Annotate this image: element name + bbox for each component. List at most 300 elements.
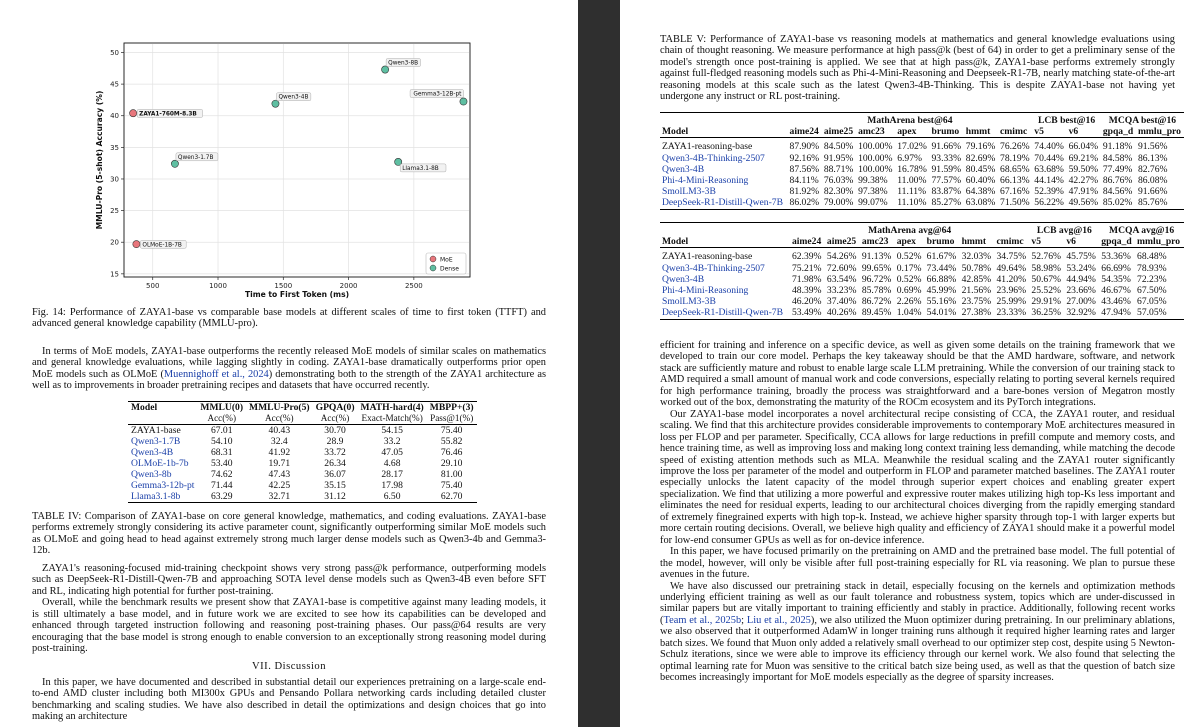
t5-cell: 56.22% xyxy=(1034,197,1064,209)
future-work-paragraph: In this paper, we have focused primarily on the pretraining on AMD and the pretrained base model. The full potential of the model, however, will only be visible after full post-training especially for RL via reasoning. We plan to pursue these avenues in the future. xyxy=(660,546,1175,581)
t4-col-mmlu-pro: MMLU-Pro(5) xyxy=(249,402,310,413)
t5-cell: 91.18% xyxy=(1102,141,1133,153)
table-iv-caption: TABLE IV: Comparison of ZAYA1-base on core general knowledge, mathematics, and coding evaluations. ZAYA1-base performs extremely strongly considering its active parameter count, significantly outperforming similar MoE models such as OLMoE and going head to head against extremely strong much larger dense models such as Qwen3-4b and Gemma3-12b. xyxy=(32,511,546,557)
point-label: Qwen3-1.7B xyxy=(177,154,214,161)
x-tick-label: 1000 xyxy=(209,282,227,290)
t5-model-name[interactable]: Phi-4-Mini-Reasoning xyxy=(662,285,749,297)
t5-cell: 78.93% xyxy=(1137,262,1167,274)
t4-row xyxy=(128,458,477,469)
t5-cell: 0.52% xyxy=(896,273,922,285)
legend-marker xyxy=(430,265,436,271)
table-v-avg xyxy=(660,222,1184,320)
t5-cell: 42.85% xyxy=(961,273,992,285)
t5-col-header: v6 xyxy=(1067,126,1101,138)
t5-col-header: aime24 xyxy=(788,126,822,138)
y-tick-label: 15 xyxy=(110,270,119,279)
t5-col-header: v5 xyxy=(1032,126,1066,138)
y-tick-label: 40 xyxy=(110,112,119,121)
t5-cell: 53.49% xyxy=(791,307,822,319)
t4-col-math-hard: MATH-hard(4) xyxy=(360,402,424,413)
t5-cell: 85.76% xyxy=(1137,197,1168,209)
t5-col-header: apex xyxy=(895,236,925,248)
t4-cell: 32.71 xyxy=(268,491,291,502)
t5-cell: 21.56% xyxy=(961,285,992,297)
t5-cell: 79.16% xyxy=(965,141,996,153)
point-dense xyxy=(272,100,279,107)
t4-row xyxy=(128,447,477,458)
t5-cell: 84.58% xyxy=(1102,152,1133,164)
t5-cell: 32.92% xyxy=(1066,307,1096,319)
t5-col-header: amc23 xyxy=(860,236,895,248)
t4-subheader: Acc(%) xyxy=(207,413,237,423)
t5-cell: 86.72% xyxy=(861,296,892,308)
t5-cell: 71.98% xyxy=(791,273,822,285)
t5-cell: 78.19% xyxy=(1000,152,1030,164)
t5-cell: 68.65% xyxy=(1000,163,1030,175)
t5-cell: 43.46% xyxy=(1101,296,1131,308)
t5-cell: 11.00% xyxy=(897,175,927,187)
t5-cell: 91.66% xyxy=(931,141,962,153)
t5-cell: 23.75% xyxy=(961,296,992,308)
y-tick-label: 50 xyxy=(110,48,119,57)
point-label: Qwen3-8B xyxy=(388,60,419,67)
t5-cell: 62.39% xyxy=(791,251,822,263)
t4-cell: 36.07 xyxy=(324,469,346,480)
t5-cell: 53.36% xyxy=(1101,251,1131,263)
t5-group-mcqa-best: MCQA best@16 xyxy=(1108,115,1177,126)
t5-cell: 73.44% xyxy=(926,262,957,274)
t5-cell: 23.33% xyxy=(996,307,1027,319)
t5-cell: 82.76% xyxy=(1137,163,1168,175)
t5-cell: 17.02% xyxy=(897,141,927,153)
t5-cell: 100.00% xyxy=(858,163,893,175)
t4-subheader: Acc(%) xyxy=(320,413,350,423)
point-label: ZAYA1-760M-8.3B xyxy=(139,111,197,118)
t5-cell: 71.50% xyxy=(1000,197,1030,209)
t5-cell: 85.02% xyxy=(1102,197,1133,209)
t5-col-header: mmlu_pro xyxy=(1136,126,1184,138)
t4-col-model: Model xyxy=(131,402,158,413)
t5-model-name[interactable]: Qwen3-4B-Thinking-2507 xyxy=(662,262,765,274)
t5-cell: 84.11% xyxy=(789,175,819,187)
t5-cell: 63.68% xyxy=(1034,163,1064,175)
t5-group-matharena-avg: MathArena avg@64 xyxy=(868,225,952,236)
t4-cell: 81.00 xyxy=(440,469,463,480)
page-gap xyxy=(578,0,620,727)
t5-col-header: amc23 xyxy=(856,126,895,138)
t5-cell: 11.10% xyxy=(897,197,927,209)
t4-model-name[interactable]: OLMoE-1b-7b xyxy=(131,458,189,469)
t5-cell: 50.67% xyxy=(1031,273,1061,285)
t5-cell: 57.05% xyxy=(1137,307,1167,319)
t5-cell: 63.08% xyxy=(965,197,996,209)
t5-cell: 44.14% xyxy=(1034,175,1064,187)
legend-marker xyxy=(430,256,436,262)
t4-model-name: ZAYA1-base xyxy=(131,425,181,436)
t5-cell: 86.76% xyxy=(1102,175,1133,187)
t5-cell: 48.39% xyxy=(791,285,822,297)
t5-row xyxy=(660,197,1184,209)
t4-cell: 28.17 xyxy=(381,469,403,480)
t4-cell: 55.82 xyxy=(440,436,463,447)
t5-model-name[interactable]: DeepSeek-R1-Distill-Qwen-7B xyxy=(662,307,783,319)
table-v-best xyxy=(660,112,1184,210)
t5-cell: 97.38% xyxy=(858,186,888,198)
t5-cell: 54.26% xyxy=(826,251,857,263)
t4-cell: 4.68 xyxy=(383,458,401,469)
t5-cell: 23.66% xyxy=(1066,285,1096,297)
t4-row xyxy=(128,469,477,480)
t4-row xyxy=(128,491,477,503)
t5-cell: 37.40% xyxy=(826,296,857,308)
t5-cell: 67.16% xyxy=(1000,186,1030,198)
t5-cell: 91.95% xyxy=(823,152,854,164)
t5-col-header: brumo xyxy=(930,126,964,138)
t4-subheader: Acc(%) xyxy=(265,413,294,423)
discussion-paragraph: In this paper, we have documented and described in substantial detail our experiences pretraining on a large-scale end-to-end AMD cluster including both MI300x GPUs and Pensando Pollara networking cards including detailed cluster benchmarking and scaling studies. We have also described in detail the optimizations and design choices that go into making an architecture xyxy=(32,676,546,722)
t5-cell: 54.35% xyxy=(1101,273,1131,285)
point-dense xyxy=(382,66,389,73)
t4-cell: 19.71 xyxy=(268,458,291,469)
t5-cell: 74.40% xyxy=(1034,141,1064,153)
t5-row xyxy=(660,186,1184,197)
t5-col-header: apex xyxy=(895,126,929,138)
t5-model-name: ZAYA1-reasoning-base xyxy=(662,141,753,153)
t4-col-mmlu: MMLU(0) xyxy=(200,402,244,413)
t5-row xyxy=(660,296,1184,307)
t5-cell: 27.38% xyxy=(961,307,992,319)
t5-cell: 87.56% xyxy=(789,163,820,175)
t5-cell: 61.67% xyxy=(926,251,957,263)
t5-cell: 2.26% xyxy=(896,296,922,308)
t4-cell: 47.05 xyxy=(381,447,403,458)
t5-cell: 16.78% xyxy=(897,163,927,175)
t5-col-header: cmimc xyxy=(998,126,1032,138)
t5-cell: 82.30% xyxy=(823,186,854,198)
point-moe xyxy=(130,110,137,117)
table-iv xyxy=(128,401,477,503)
t5-row xyxy=(660,285,1184,296)
t5-cell: 52.76% xyxy=(1031,251,1061,263)
t5-cell: 44.94% xyxy=(1066,273,1096,285)
t4-cell: 62.70 xyxy=(440,491,463,502)
t5-cell: 86.13% xyxy=(1137,152,1168,164)
citation-liu-2025[interactable]: Liu et al., 2025 xyxy=(746,614,811,626)
t4-model-name[interactable]: Gemma3-12b-pt xyxy=(131,480,195,491)
t5-cell: 45.99% xyxy=(926,285,957,297)
t5-cell: 63.54% xyxy=(826,273,857,285)
t5-cell: 45.75% xyxy=(1066,251,1096,263)
t5-col-header: Model xyxy=(660,126,788,138)
t5-row xyxy=(660,153,1184,164)
t5-cell: 75.21% xyxy=(791,262,822,274)
t5-cell: 59.50% xyxy=(1068,163,1099,175)
t5-model-name[interactable]: DeepSeek-R1-Distill-Qwen-7B xyxy=(662,197,783,209)
t4-cell: 71.44 xyxy=(210,480,233,491)
t5-cell: 0.17% xyxy=(896,262,922,274)
t5-col-header: hmmt xyxy=(960,236,995,248)
t5-row xyxy=(660,274,1184,285)
t4-cell: 28.9 xyxy=(326,436,344,447)
ttft-vs-mmlu-pro-scatter-chart xyxy=(92,40,492,302)
t4-cell: 67.01 xyxy=(210,425,233,436)
t5-cell: 99.65% xyxy=(861,262,892,274)
t4-row xyxy=(128,425,477,437)
t4-cell: 29.10 xyxy=(440,458,463,469)
citation-team-2025b[interactable]: Team et al., 2025b xyxy=(663,614,742,626)
t5-cell: 92.16% xyxy=(789,152,820,164)
legend-label: MoE xyxy=(440,256,453,264)
t4-cell: 47.43 xyxy=(268,469,291,480)
t5-model-name[interactable]: Qwen3-4B xyxy=(662,273,705,285)
t5-cell: 11.11% xyxy=(897,186,927,198)
t5-col-header: brumo xyxy=(925,236,960,248)
point-dense xyxy=(171,160,178,167)
t5-cell: 76.26% xyxy=(1000,141,1030,153)
t4-cell: 63.29 xyxy=(210,491,233,502)
t5-cell: 66.88% xyxy=(926,273,957,285)
t4-cell: 74.62 xyxy=(210,469,233,480)
t4-row xyxy=(128,480,477,491)
t5-cell: 91.13% xyxy=(861,251,892,263)
t5-cell: 86.02% xyxy=(789,197,820,209)
t5-model-name[interactable]: SmolLM3-3B xyxy=(662,186,716,198)
t5-cell: 42.27% xyxy=(1068,175,1099,187)
t5-cell: 100.00% xyxy=(858,152,893,164)
t5-row xyxy=(660,138,1184,153)
t5-group-lcb-avg: LCB avg@16 xyxy=(1036,225,1092,236)
t5-col-header: Model xyxy=(660,236,790,248)
t5-cell: 27.00% xyxy=(1066,296,1096,308)
t5-cell: 72.60% xyxy=(826,262,857,274)
t5-cell: 89.45% xyxy=(861,307,892,319)
t5-model-name[interactable]: Phi-4-Mini-Reasoning xyxy=(662,175,749,187)
t5-cell: 99.38% xyxy=(858,175,888,187)
citation-muennighoff[interactable]: Muennighoff et al., 2024 xyxy=(163,368,269,380)
t5-cell: 85.27% xyxy=(931,197,962,209)
t5-model-name[interactable]: SmolLM3-3B xyxy=(662,296,716,308)
t5-cell: 77.49% xyxy=(1102,163,1133,175)
t5-cell: 1.04% xyxy=(896,307,922,319)
t5-cell: 29.91% xyxy=(1031,296,1061,308)
t4-cell: 42.25 xyxy=(268,480,291,491)
t5-cell: 52.39% xyxy=(1034,186,1064,198)
moe-comparison-paragraph: In terms of MoE models, ZAYA1-base outperforms the recently released MoE models of similar scales on mathematics and general knowledge evaluations, while lagging slightly in coding. ZAYA1-base dramatically outperforms prior open MoE models such as OLMoE (Muennighoff et al., 2024) demonstrating both to the strength of the ZAYA1 architecture as well as to improvements in broader pretraining recipes and datasets that have occurred recently. xyxy=(32,346,546,392)
section-vii-heading: VII. Discussion xyxy=(251,660,326,672)
table-v-caption: TABLE V: Performance of ZAYA1-base vs reasoning models at mathematics and general knowledge evaluations using chain of thought reasoning. We measure performance at high pass@k (best of 64) in order to get a preliminary sense of the model's strength once post-training is applied. We see that at high pass@k, ZAYA1-base performs extremely strongly against full-fledged reasoning models such as Phi-4-Mini-Reasoning and Deepseek-R1-7B, nearly matching state-of-the-art reasoning models at this scale such as the latest Qwen3-4B-Thinking. This is despite ZAYA1-base not having yet undergone any instruct or RL post-training. xyxy=(660,34,1175,103)
t5-cell: 0.69% xyxy=(896,285,922,297)
t4-subheader: Exact-Match(%) xyxy=(361,413,423,423)
t5-model-name[interactable]: Qwen3-4B-Thinking-2507 xyxy=(662,152,765,164)
t5-col-header: aime25 xyxy=(825,236,860,248)
t5-cell: 77.57% xyxy=(931,175,962,187)
y-tick-label: 20 xyxy=(110,238,119,247)
t5-cell: 58.98% xyxy=(1031,262,1061,274)
t4-cell: 41.92 xyxy=(268,447,291,458)
right-page xyxy=(620,0,1200,727)
t5-col-header: aime24 xyxy=(790,236,825,248)
t4-cell: 54.15 xyxy=(381,425,403,436)
point-moe xyxy=(133,241,140,248)
t5-cell: 46.67% xyxy=(1101,285,1131,297)
t5-cell: 84.50% xyxy=(823,141,854,153)
y-axis-label: MMLU-Pro (5-shot) Accuracy (%) xyxy=(95,90,104,230)
t5-cell: 91.59% xyxy=(931,163,962,175)
t5-cell: 0.52% xyxy=(896,251,922,263)
t4-cell: 31.12 xyxy=(324,491,346,502)
t5-cell: 68.48% xyxy=(1137,251,1167,263)
t4-model-name[interactable]: Llama3.1-8b xyxy=(131,491,181,502)
t5-cell: 55.16% xyxy=(926,296,957,308)
t5-col-header: gpqa_d xyxy=(1099,236,1135,248)
t4-model-name[interactable]: Qwen3-1.7B xyxy=(131,436,181,447)
amd-maturity-paragraph: efficient for training and inference on a specific device, as well as given some details on the training framework that we developed to train our core model. Perhaps the key takeaway should be that the AMD hardware, software, and network stack are sufficiently mature and robust to enable large scale LLM pretraining. While the conversion of our training stack to AMD required a small amount of manual work and code conversions, especially relating to porting several kernels required for high performance training, broadly the process was straightforward and a bare-bones version of Megatron mostly worked out of the box, demonstrating the maturity of the ROCm ecosystem and its PyTorch integrations. xyxy=(660,340,1175,409)
t5-row xyxy=(660,248,1184,263)
t5-group-mcqa-avg: MCQA avg@16 xyxy=(1109,225,1175,236)
t5-cell: 86.08% xyxy=(1137,175,1168,187)
t5-cell: 66.69% xyxy=(1101,262,1131,274)
t5-col-header: aime25 xyxy=(822,126,856,138)
point-label: Llama3.1-8B xyxy=(402,165,439,172)
architecture-paragraph: Our ZAYA1-base model incorporates a novel architectural recipe consisting of CCA, the ZAYA1 router, and residual scaling. We find that this architecture provides considerable improvements to contemporary MoE architectures measured in loss per FLOP and per parameter. Specifically, CCA allows for large reductions in prefill compute and memory costs, and hence training time, as well as improving loss and making long context training less demanding, while matching the decode speed of existing attention methods such as MLA. Meanwhile the residual scaling and the ZAYA1 router significantly improve the loss per parameter of the model and outperform in FLOP and parameter matched baselines. The ZAYA1 router especially unlocks the latent capacity of the model through superior expert choices and enabling greater expert specialization. We find that utilizing a more powerful and expressive router makes utilizing high top-Ks less important and eliminates the need for residual experts, leading to our architectural choices diverging from the rapidly emerging standard of extremely finegrained experts with high top-k. Instead, we achieve higher sparsity through top-1 with larger experts but more certain routing decisions. Overall, we believe high quality and efficiency of ZAYA1 should make it a powerful model for low-end consumer GPUs as well as for on-device inference. xyxy=(660,408,1175,546)
t5-cell: 47.94% xyxy=(1101,307,1131,319)
t5-cell: 66.04% xyxy=(1068,141,1099,153)
t5-cell: 47.91% xyxy=(1068,186,1099,198)
y-tick-label: 30 xyxy=(110,175,119,184)
t4-row xyxy=(128,436,477,447)
t5-group-lcb-best: LCB best@16 xyxy=(1037,115,1096,126)
optimizer-paragraph: We have also discussed our pretraining stack in detail, especially focusing on the kernels and optimization methods underlying efficient training as well as our fault tolerance and robustness system, topics which are under-discussed in similar papers but are vitally important to training efficiently and stably in practice. Additionally, following recent works (Team et al., 2025b; Liu et al., 2025), we also utilized the Muon optimizer during pretraining. In our preliminary ablations, we also observed that it outperformed AdamW in longer training runs although it required higher learning rates and larger batch sizes. We found that Muon only added a relatively small overhead to our optimizer step cost, despite using 5 Newton-Schulz iterations, since we were able to improve its efficiency through our kernel work. We also found that selecting the optimal learning rate for Muon was sensitive to the critical batch size being used, as well as that the question of batch size becomes increasingly important for MoE models especially as the degree of sparsity increases. xyxy=(660,580,1175,684)
t5-row xyxy=(660,307,1184,319)
t5-cell: 69.21% xyxy=(1068,152,1099,164)
t5-group-matharena-best: MathArena best@64 xyxy=(867,115,953,126)
t4-cell: 33.72 xyxy=(324,447,346,458)
t4-cell: 35.15 xyxy=(324,480,346,491)
t5-cell: 70.44% xyxy=(1034,152,1064,164)
t4-subheader xyxy=(128,413,197,425)
t5-cell: 88.71% xyxy=(823,163,854,175)
reasoning-checkpoint-paragraph: ZAYA1's reasoning-focused mid-training checkpoint shows very strong pass@k performance, outperforming models such as DeepSeek-R1-Distill-Qwen-7B and approaching SOTA level dense models such as Qwen3-4B even before SFT and RL, indicating high potential for further post-training. xyxy=(32,563,546,597)
t4-cell: 75.40 xyxy=(440,480,463,491)
t5-cell: 85.78% xyxy=(861,285,892,297)
t4-cell: 6.50 xyxy=(383,491,401,502)
t5-cell: 49.56% xyxy=(1068,197,1099,209)
t5-cell: 93.33% xyxy=(931,152,962,164)
t5-cell: 50.78% xyxy=(961,262,992,274)
t4-col-mbpp: MBPP+(3) xyxy=(429,402,474,413)
t5-cell: 25.52% xyxy=(1031,285,1061,297)
t5-cell: 36.25% xyxy=(1031,307,1061,319)
x-tick-label: 2500 xyxy=(404,282,423,290)
t4-model-name[interactable]: Qwen3-4B xyxy=(131,447,174,458)
t5-col-header: gpqa_d xyxy=(1101,126,1136,138)
t5-cell: 64.38% xyxy=(965,186,996,198)
t5-cell: 53.24% xyxy=(1066,262,1096,274)
t4-model-name[interactable]: Qwen3-8b xyxy=(131,469,172,480)
t5-cell: 67.50% xyxy=(1137,285,1167,297)
point-label: Qwen3-4B xyxy=(278,94,309,101)
left-page xyxy=(0,0,578,727)
t5-cell: 84.56% xyxy=(1102,186,1133,198)
y-tick-label: 35 xyxy=(110,143,119,152)
t5-cell: 80.45% xyxy=(965,163,996,175)
t5-cell: 32.03% xyxy=(961,251,992,263)
t4-cell: 33.2 xyxy=(383,436,401,447)
t5-col-header: v5 xyxy=(1029,236,1064,248)
point-label: OLMoE-1B-7B xyxy=(142,242,182,249)
t4-cell: 53.40 xyxy=(210,458,233,469)
overall-results-paragraph: Overall, while the benchmark results we present show that ZAYA1-base is competitive against many leading models, it is still ultimately a base model, and in future work we are excited to see how its capabilities can be developed and enhanced through targeted instruction following and reasoning post-training phases. Our pass@64 results are very encouraging that the base model is strong enough to enable conversion to an exceptionally strong reasoning model during post-training. xyxy=(32,597,546,655)
x-tick-label: 2000 xyxy=(339,282,358,290)
y-tick-label: 25 xyxy=(110,207,119,216)
t4-cell: 76.46 xyxy=(440,447,463,458)
t5-cell: 83.87% xyxy=(931,186,962,198)
y-tick-label: 45 xyxy=(110,80,119,89)
point-dense xyxy=(460,98,467,105)
t5-cell: 72.23% xyxy=(1137,273,1167,285)
figure-14-caption: Fig. 14: Performance of ZAYA1-base vs comparable base models at different scales of time to first token (TTFT) and advanced general knowledge capability (MMLU-pro). xyxy=(32,307,546,330)
t5-cell: 40.26% xyxy=(826,307,857,319)
t5-cell: 81.92% xyxy=(789,186,820,198)
t5-cell: 54.01% xyxy=(926,307,957,319)
t5-cell: 100.00% xyxy=(858,141,893,153)
t5-model-name[interactable]: Qwen3-4B xyxy=(662,163,705,175)
t4-cell: 26.34 xyxy=(324,458,346,469)
t5-row xyxy=(660,164,1184,175)
t4-subheader: Pass@1(%) xyxy=(430,413,474,423)
t5-col-header: mmlu_pro xyxy=(1135,236,1184,248)
t5-cell: 67.05% xyxy=(1137,296,1167,308)
t4-cell: 54.10 xyxy=(210,436,233,447)
legend-label: Dense xyxy=(440,265,459,273)
t5-cell: 46.20% xyxy=(791,296,822,308)
t5-cell: 23.96% xyxy=(996,285,1027,297)
t5-cell: 96.72% xyxy=(861,273,892,285)
t5-cell: 49.64% xyxy=(996,262,1027,274)
t5-cell: 82.69% xyxy=(965,152,996,164)
t4-cell: 32.4 xyxy=(270,436,288,447)
x-axis-label: Time to First Token (ms) xyxy=(244,290,350,299)
t5-cell: 79.00% xyxy=(823,197,854,209)
t5-cell: 91.56% xyxy=(1137,141,1168,153)
t5-col-header: hmmt xyxy=(964,126,998,138)
x-tick-label: 1500 xyxy=(274,282,293,290)
t4-cell: 68.31 xyxy=(210,447,233,458)
t4-col-gpqa: GPQA(0) xyxy=(315,402,355,413)
t5-cell: 99.07% xyxy=(858,197,888,209)
t5-row xyxy=(660,263,1184,274)
t5-col-header: cmimc xyxy=(995,236,1030,248)
t4-cell: 17.98 xyxy=(381,480,403,491)
t4-cell: 75.40 xyxy=(440,425,463,436)
t5-cell: 91.66% xyxy=(1137,186,1168,198)
t5-row xyxy=(660,175,1184,186)
t5-cell: 41.20% xyxy=(996,273,1027,285)
t5-cell: 25.99% xyxy=(996,296,1027,308)
t5-cell: 87.90% xyxy=(789,141,820,153)
t4-cell: 40.43 xyxy=(268,425,291,436)
t5-cell: 60.40% xyxy=(965,175,996,187)
t5-model-name: ZAYA1-reasoning-base xyxy=(662,251,753,263)
point-label: Gemma3-12B-pt xyxy=(413,91,462,98)
t5-cell: 34.75% xyxy=(996,251,1027,263)
t5-cell: 6.97% xyxy=(897,152,923,164)
t5-cell: 33.23% xyxy=(826,285,857,297)
t5-cell: 76.03% xyxy=(823,175,854,187)
t4-cell: 30.70 xyxy=(324,425,346,436)
t5-cell: 66.13% xyxy=(1000,175,1030,187)
x-tick-label: 500 xyxy=(146,282,160,290)
